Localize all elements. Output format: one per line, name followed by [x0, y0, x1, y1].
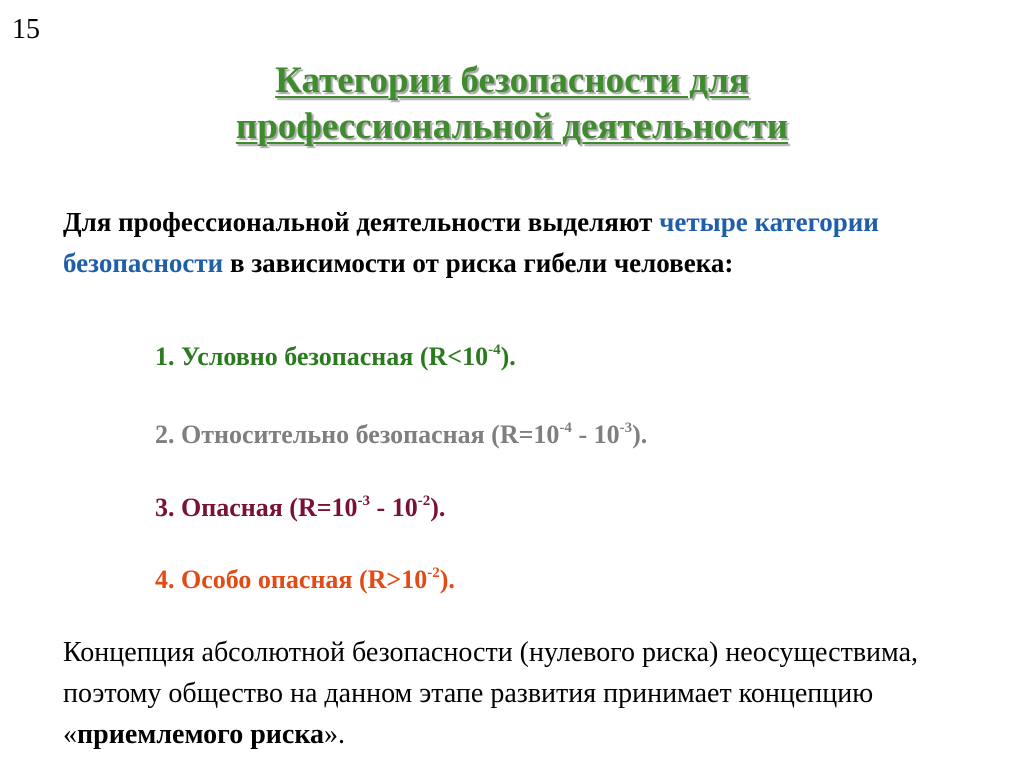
intro-paragraph [63, 202, 963, 284]
category-exponent-high: -3 [619, 420, 633, 436]
category-suffix: ). [632, 420, 648, 449]
category-item-3 [155, 493, 445, 523]
category-exponent: -2 [427, 565, 440, 581]
category-range-mid: - 10 [370, 493, 418, 522]
category-item-1 [155, 342, 516, 372]
concept-bold-term: приемлемого риска [77, 719, 325, 750]
category-item-4 [155, 565, 455, 595]
slide-title [0, 58, 1024, 150]
category-item-2 [155, 420, 647, 450]
concept-text-before: Концепция абсолютной безопасности (нулевого риска) неосуществима, поэтому общество на данном этапе развития принимает концепцию « [63, 637, 918, 750]
category-prefix: 3. Опасная (R=10 [155, 493, 358, 522]
intro-highlight: четыре категории безопасности [63, 207, 879, 278]
category-suffix: ). [430, 493, 446, 522]
category-range-mid: - 10 [571, 420, 620, 449]
category-suffix: ). [500, 342, 516, 371]
concept-paragraph [63, 632, 983, 755]
category-prefix: 1. Условно безопасная (R<10 [155, 342, 489, 371]
title-line-1: Категории безопасности для [275, 60, 749, 101]
title-line-2: профессиональной деятельности [235, 106, 789, 147]
intro-text-after: в зависимости от риска гибели человека: [223, 248, 734, 278]
concept-text-after: ». [324, 719, 346, 750]
category-exponent-low: -4 [559, 420, 572, 436]
category-exponent-low: -3 [357, 493, 371, 509]
category-prefix: 2. Относительно безопасная (R=10 [155, 420, 560, 449]
intro-text-before: Для профессиональной деятельности выделяют [63, 207, 660, 237]
category-suffix: ). [439, 565, 455, 594]
category-prefix: 4. Особо опасная (R>10 [155, 565, 428, 594]
category-exponent-high: -2 [417, 493, 431, 509]
category-exponent: -4 [488, 342, 501, 358]
slide-number: 15 [12, 14, 40, 45]
